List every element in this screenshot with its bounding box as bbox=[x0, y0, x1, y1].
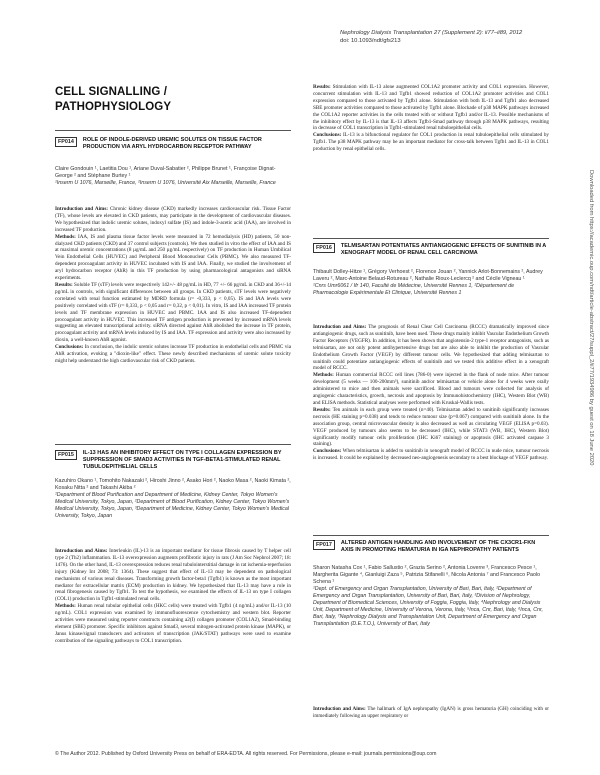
results-label: Results: bbox=[55, 281, 73, 288]
results-label: Results: bbox=[313, 84, 331, 90]
section-title-line1: CELL SIGNALLING / bbox=[55, 86, 168, 98]
affiliations: ¹Cnrs Umr6061 / Ifr 140, Faculté de Médecine, Université Rennes 1, ²Département de Pharmacologie Expérimentale Et Clinique, Université Rennes 1 bbox=[313, 283, 515, 296]
abstract-fp015-authors bbox=[55, 478, 291, 520]
abstract-code: FP017 bbox=[313, 540, 335, 550]
conclusions-text: In conclusion, the indolic uremic solutes increase TF production in endothelial cells and PBMC via AhR activation, evoking a "dioxin-like" effect. These newly described mechanisms of uremic solute toxicity might help understand the high cardiovascular risk of CKD patients. bbox=[55, 344, 291, 364]
intro-label: Introduction and Aims: bbox=[55, 548, 108, 554]
intro-label: Introduction and Aims: bbox=[313, 706, 366, 712]
copyright-footer bbox=[55, 751, 550, 758]
abstract-fp015-body bbox=[55, 548, 291, 645]
abstract-fp017-authors bbox=[313, 565, 549, 628]
affiliations: ¹Dept. of Emergency and Organ Transplantation, University of Bari, Bari, Italy, ²Department of Emergency and Organ Transplantation, University of Bari, Bari, Italy, ³Division of Nephrology, Department of Biomedical Sciences, University of Foggia, Foggia, Italy, ⁴Nephrology and Dialysis Unit, Department of Medicine, University of Verona, Verona, Italy, ⁵Inca, Cnr, Bari, Italy, ⁶Inca, Cnr, Bari, Italy, ⁷Nephrology Dialysis and Transplantation Unit, Department of Emergency and Organ Transplantation (D.E.T.O.), University of Bari, Italy bbox=[313, 586, 543, 627]
methods-text: IAA, IS and plasma tissue factor levels were measured in 72 hemodialysis (HD) patients, 50 non-dialyzed CKD patients (CKD) and 37 control subjects (controls). We then studied in vitro the effect of IAA and IS at maximal uremic concentrations (8 µg/mL and 250 µg/mL respectively) on TF production in Human Umbilical Vein Endothelial Cells (HUVEC) and Peripheral Blood Mononuclear Cells (PBMC). We also measured TF-dependent procoagulant activity in HUVEC incubated with IS and IAA. Finally, we studied the involvement of aryl hydrocarbon receptor (AhR) in this TF production by using pharmacological antagonists and siRNA experiments. bbox=[55, 233, 291, 282]
abstract-fp014-authors bbox=[55, 166, 291, 187]
abstract-fp016-body bbox=[313, 324, 549, 462]
conclusions-label: Conclusions: bbox=[313, 448, 342, 455]
download-note-text[interactable]: Downloaded from https://academic.oup.com/ndt/article-abstract/27/suppl_2/ii77/1934986 by guest on 18 June 2020 bbox=[588, 170, 594, 466]
methods-text: Human commercial RCCC cell lines (786-0) were injected in the flank of nude mice. After tumour development (5 weeks — 100-200mm³), sunitinib and/or telmisartan or vehicle alone for 4 weeks were orally administered to mice and then animals were sacrificed. Blood and tumours were collected for analysis of angiogenic characteristics, growth, necrosis and apoptosis by Immunohistochemistry (IHC), Western Blot (WB) and ELISA methods. Statistical analyses were performed with Kruskal-Wallis tests. bbox=[313, 372, 549, 406]
affiliations: ¹Department of Blood Purification and Department of Medicine, Kidney Center, Tokyo Women's Medical University, Tokyo, Japan, ²Department of Blood Purification, Kidney Center, Tokyo Women's Medical University, Tokyo, Japan, ³Department of Medicine, Kidney Center, Tokyo Women's Medical University, Tokyo, Japan bbox=[55, 492, 290, 519]
abstract-title: IL-13 HAS AN INHIBITORY EFFECT ON TYPE I COLLAGEN EXPRESSION BY SUPPRESSION OF SMAD3 ACTIVITIES IN TGF-BETA1-STIMULATED RENAL TUBULOEPITHELIAL CELLS bbox=[82, 450, 282, 470]
conclusions-text: IL-13 is a bifunctional regulator for COL1 production in renal tubuloepithelial cells stimulated by Tgfb1. The p38 MAPK pathway may be an important mediator for cross-talk between Tgfb1 and IL-13 in COL1 production by renal epithelial cells. bbox=[313, 132, 549, 153]
section-title bbox=[55, 85, 295, 115]
abstract-code: FP016 bbox=[313, 243, 335, 253]
conclusions-text: When telmisartan is added to sunitinib in xenograft model of RCCC in nude mice, tumour necrosis is increased. It could be explained by decreased neo-angiogenesis secondary to a best blockage of VEGF pathway. bbox=[313, 448, 549, 462]
methods-label: Methods: bbox=[55, 233, 76, 240]
abstract-title: TELMISARTAN POTENTIATES ANTIANGIOGENIC EFFECTS OF SUNITINIB IN A XENOGRAFT MODEL OF RENAL CELL CARCINOMA bbox=[340, 243, 547, 256]
abstract-fp016-heading bbox=[313, 243, 549, 257]
divider bbox=[313, 238, 549, 239]
intro-label: Introduction and Aims: bbox=[55, 206, 108, 212]
divider bbox=[313, 535, 549, 536]
download-side-note bbox=[585, 170, 595, 610]
abstract-fp014-heading bbox=[55, 137, 291, 151]
intro-text: The prognosis of Renal Clear Cell Carcinoma (RCCC) dramatically improved since antiangiogenic drugs, such as sunitinib, have been used. These drugs mainly inhibit Vascular Endothelium Growth Factor Receptors (VEGFR). In addition, it has been shown that angiotensin-2 type-1 receptor antagonists, such as telmisartan, are not only potent antihypertensive drugs but are also able to inhibit the production of Vascular Endothelium Growth Factor (VEGF) by different tumour cells. We hypothesized that adding telmisartan to sunitinib could potentiate antiangiogenic effects of sunitinib and we tested this additive effect in a xenograft model of RCCC. bbox=[313, 324, 549, 372]
abstract-code: FP014 bbox=[55, 137, 77, 147]
methods-label: Methods: bbox=[313, 372, 334, 379]
abstract-title: ROLE OF INDOLE-DERIVED UREMIC SOLUTES ON TISSUE FACTOR PRODUCTION VIA ARYL HYDROCARBON RECEPTOR PATHWAY bbox=[82, 137, 262, 150]
abstract-fp017-body bbox=[313, 706, 549, 720]
abstract-fp017-heading bbox=[313, 540, 549, 554]
intro-text: Interleukin (IL)-13 is an important mediator for tissue fibrosis caused by T helper cell type 2 (Th2) inflammation. IL-13 overexpression augments profibrotic injury in rats (J Am Soc Nephrol 2007; 18: 1476). On the other hand, IL-13 overexpression reduces renal tubulointerstitial damage in rat ischemia-reperfusion injury (Kidney Int 2008; 73: 1364). These suggest that effect of IL-13 may be dependent on pathological mechanisms of various renal diseases. Transforming growth factor-beta1 (Tgfb1) is known as the most important mediator for extracellular matrix (ECM) production in kidney. We hypothesized that IL-13 may have a role in renal fibrogenesis caused by Tgfb1. To test the hypothesis, we examined the effects of IL-13 on type I collagen (COL1) production in Tgfb1-stimulated renal cells. bbox=[55, 548, 291, 603]
divider bbox=[55, 444, 291, 445]
copyright-text: © The Author 2012. Published by Oxford University Press on behalf of ERA-EDTA. All rights reserved. For Permissions, please e-mail: journals.permissions@oup.com bbox=[55, 751, 437, 757]
results-text: Ten animals in each group were treated (n=40). Telmisartan added to sunitinib significantly increases necrosis (HE staining p=0.038) and tends to reduce tumour size (p=0.067) compared with sunitinib alone. In the association group, central microvascular density is also decreased as well as circulating VEGF (ELISA p=0.03). VEGF produced by tumours also seems to be decreased (IHC), while STAT3 (WB, IHC), Western Blot) significantly modify tumour cells proliferation (IHC Ki67 staining) or apoptosis (IHC activated caspase 3 staining). bbox=[313, 406, 549, 448]
methods-text: Human renal tubular epithelial cells (HKC cells) were treated with Tgfb1 (4 ng/mL) and/or IL-13 (10 ng/mL). COL1 expression was examined by immunofluorescence cytochemistry and western blot. Reporter activities were measured using reporter constructs containing a2(I) collagen promoter (COL1A2), Smad-binding element (SBE) promoter. Specific inhibitors against Smad3, several mitogen-activated protein kinase (MAPK), or Janus kinase/signal transducers and activators of transcription (JAK/STAT) pathways were used to examine contribution of the signaling pathways to COL1 transcription. bbox=[55, 603, 291, 644]
conclusions-label: Conclusions: bbox=[313, 132, 342, 139]
authors: Thibault Dolley-Hitze ¹, Grégory Verhoest ², Florence Jouan ², Yannick Arlot-Bonnemains ², Audrey Laveru ², Marc-Antoine Belaud-Rotureau ², Nathalie Rioux-Leclercq ² and Cécile Vigneau ¹ bbox=[313, 269, 543, 282]
intro-text: The hallmark of IgA nephropathy (IgAN) is gross hematuria (GH) coinciding with or immediately following an upper respiratory or bbox=[313, 706, 549, 719]
doi: doi: 10.1093/ndt/gfs213 bbox=[340, 38, 401, 44]
abstract-fp015-body-continued bbox=[313, 84, 549, 153]
results-text: Stimulation with IL-13 alone augmented COL1A2 promoter activity and COL1 expression. However, concurrent stimulation with IL-13 and Tgfb1 showed reduction of COL1A2 promoter activities and COL1 expression compared to those activated by Tgfb1 alone. Stimulation with both IL-13 and Tgfb1 also decreased SBE promoter activities compared to those activated by Tgfb1 alone. Blockade of p38 MAPK pathways increased the COL1A2 reporter activities in the cells treated with or without Tgfb1 and/or IL-13. Possible mechanisms of the inhibitory effect by IL-13 is that IL-13 affects Tgfb1-Smad pathway through p38 MAPK pathways, resulting in decrease of COL1 transcription in Tgfb1-stimulated renal tubuloepithelial cells. bbox=[313, 84, 550, 132]
intro-text: Chronic kidney disease (CKD) markedly increases cardiovascular risk. Tissue Factor (TF), whose levels are elevated in CKD patients, may participate in the development of cardiovascular diseases. We hypothesized that indolic uremic solutes, indoxyl sulfate (IS) and indole-3-acetic acid (IAA), are involved in increased TF production. bbox=[55, 206, 291, 233]
abstract-fp015-heading bbox=[55, 450, 291, 471]
results-label: Results: bbox=[313, 406, 331, 413]
abstract-title: ALTERED ANTIGEN HANDLING AND INVOLVEMENT OF THE CX3CR1-FKN AXIS IN PROMOTING HEMATURIA IN IGA NEPHROPATHY PATIENTS bbox=[340, 540, 536, 553]
conclusions-label: Conclusions: bbox=[55, 344, 84, 351]
abstract-fp014-body bbox=[55, 206, 291, 365]
affiliations: ¹Inserm U 1076, Marseille, France, ²Inserm U 1076, Université Aix Marseille, Marseille, France bbox=[55, 180, 276, 186]
results-text: Soluble TF (sTF) levels were respectively 142+/- 48 pg/mL in HD, 77 +/- 66 pg/mL in CKD and 36+/-14 pg/mL in controls, with significant differences between all groups. In CKD patients, sTF levels were negatively correlated with renal function estimated by MDRD formula (r= -0,333, p < 0,05). IS and IAA levels were positively correlated with sTF (r= 0,333, p < 0,05 and r= 0,32, p < 0,01). In vitro, IS and IAA increased TF protein levels and TF membrane expression in HUVEC and PBMC. IAA and IS also increased TF-dependent procoagulant activity in HUVEC. This increased TF antigen production is prevented by increased mRNA levels suggesting an elevated transcriptional activity. siRNA directed against AhR abolished the increase in TF protein, procoagulant activity and mRNA levels induced by IS and IAA. TF expression and activity were also increased by dioxin, a well-known AhR agonist. bbox=[55, 281, 291, 344]
abstract-code: FP015 bbox=[55, 450, 77, 460]
authors: Kazuhiro Okano ¹, Tomohito Nakazaki ², Hiroshi Jinno ², Asako Hori ², Naoko Masa ², Naoki Kimata ², Kosaku Nitta ² and Takashi Akiba ² bbox=[55, 478, 291, 491]
journal-citation: Nephrology Dialysis Transplantation 27 (Supplement 2): ii77–ii89, 2012 bbox=[340, 30, 523, 36]
authors: Claire Gondouin ¹, Laetitia Dou ¹, Ariane Duval-Sabatier ², Philippe Brunet ¹, Françoise Dignat-George ² and Stéphane Burtey ¹ bbox=[55, 166, 276, 179]
authors: Sharon Natasha Cox ¹, Fabio Sallustio ², Grazia Serino ², Antonia Loverre ³, Francesco Pesce ¹, Margherita Gigante ⁴, Gianluigi Zaza ⁵, Patrizia Stifanelli ⁶, Nicola Antonia ⁷ and Francesco Paolo Schena ¹ bbox=[313, 565, 541, 585]
abstract-fp016-authors bbox=[313, 269, 549, 297]
intro-label: Introduction and Aims: bbox=[313, 324, 367, 330]
divider bbox=[55, 130, 291, 131]
journal-header bbox=[340, 29, 530, 45]
methods-label: Methods: bbox=[55, 603, 76, 610]
section-title-line2: PATHOPHYSIOLOGY bbox=[55, 101, 172, 113]
